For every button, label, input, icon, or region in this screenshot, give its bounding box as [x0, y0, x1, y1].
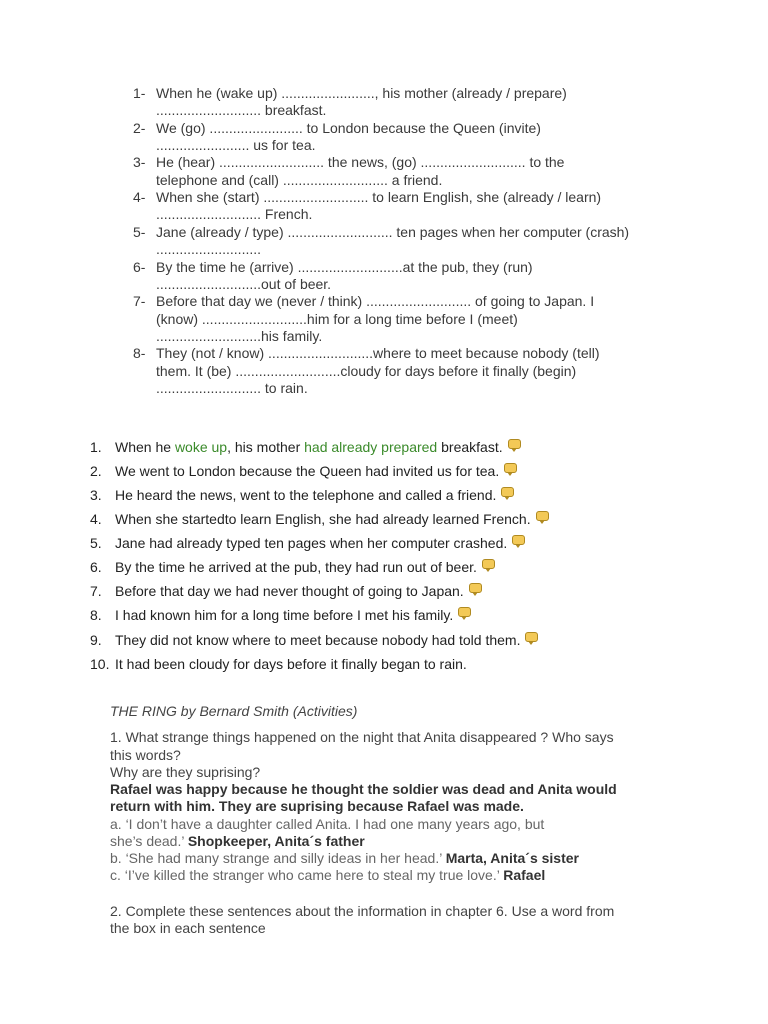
comment-icon[interactable] [482, 559, 495, 569]
answer-number: 1. [90, 439, 102, 455]
answer-text: When he [115, 439, 175, 455]
answer-text: I had known him for a long time before I met his family. [115, 607, 454, 623]
answer-text: It had been cloudy for days before it finally began to rain. [115, 656, 467, 672]
quote-line [110, 867, 545, 883]
exercise-line: ...........................out of beer. [156, 276, 332, 292]
answer-number: 10. [90, 656, 110, 672]
quote-text: a. ‘I don’t have a daughter called Anita. I had one many years ago, but [110, 816, 545, 832]
answer-text: , his mother [227, 439, 305, 455]
answer-item [115, 632, 538, 648]
answer-text: Jane had already typed ten pages when her computer crashed. [115, 535, 508, 551]
answer-bold-text: return with him. They are suprising because Rafael was made. [110, 798, 524, 814]
exercise-number: 3- [133, 154, 146, 170]
speaker-name: Rafael [503, 867, 546, 883]
answer-text: He heard the news, went to the telephone and called a friend. [115, 487, 497, 503]
exercise-line: ........................... breakfast. [156, 102, 327, 118]
comment-icon[interactable] [501, 487, 514, 497]
answer-bold-text: Rafael was happy because he thought the soldier was dead and Anita would [110, 781, 617, 797]
answer-item [115, 487, 514, 503]
question-text: 2. Complete these sentences about the information in chapter 6. Use a word from [110, 903, 615, 919]
highlighted-text: had already prepared [304, 439, 438, 455]
answer-item [115, 511, 549, 527]
question-text: 1. What strange things happened on the night that Anita disappeared ? Who says [110, 729, 614, 745]
quote-text: b. ‘She had many strange and silly ideas in her head.’ [110, 850, 446, 866]
exercise-number: 8- [133, 345, 146, 361]
answer-item [115, 583, 482, 599]
answer-number: 4. [90, 511, 102, 527]
exercise-line: ........................... French. [156, 206, 313, 222]
question-text: Why are they suprising? [110, 764, 261, 780]
comment-icon[interactable] [458, 607, 471, 617]
answer-item [115, 607, 471, 623]
answer-number: 6. [90, 559, 102, 575]
comment-icon[interactable] [504, 463, 517, 473]
exercise-line: By the time he (arrive) ...........................at the pub, they (run) [156, 259, 533, 275]
answer-number: 7. [90, 583, 102, 599]
section-title: THE RING by Bernard Smith (Activities) [110, 703, 358, 719]
exercise-line: They (not / know) ...........................where to meet because nobody (tell) [156, 345, 600, 361]
answer-text: They did not know where to meet because nobody had told them. [115, 632, 521, 648]
comment-icon[interactable] [508, 439, 521, 449]
exercise-line: Before that day we (never / think) ........................... of going to Japan. I [156, 293, 595, 309]
answer-number: 3. [90, 487, 102, 503]
exercise-number: 4- [133, 189, 146, 205]
exercise-number: 6- [133, 259, 146, 275]
answer-text: When she startedto learn English, she had already learned French. [115, 511, 531, 527]
exercise-line: ........................... [156, 241, 262, 257]
exercise-number: 2- [133, 120, 146, 136]
quote-line [110, 833, 365, 849]
answer-item [115, 463, 517, 479]
comment-icon[interactable] [536, 511, 549, 521]
quote-text: c. ‘I’ve killed the stranger who came here to steal my true love.’ [110, 867, 504, 883]
answer-number: 9. [90, 632, 102, 648]
question-text: the box in each sentence [110, 920, 266, 936]
speaker-name: Shopkeeper, Anita´s father [187, 833, 365, 849]
answer-item [115, 535, 525, 551]
exercise-line: them. It (be) ...........................cloudy for days before it finally (begin) [156, 363, 577, 379]
exercise-line: ...........................his family. [156, 328, 323, 344]
exercise-line: (know) ...........................him for a long time before I (meet) [156, 311, 518, 327]
answer-item [115, 559, 495, 575]
comment-icon[interactable] [512, 535, 525, 545]
exercise-number: 1- [133, 85, 146, 101]
answer-item [115, 656, 467, 672]
exercise-line: telephone and (call) ........................... a friend. [156, 172, 443, 188]
exercise-number: 7- [133, 293, 146, 309]
exercise-line: Jane (already / type) ........................... ten pages when her computer (crash) [156, 224, 630, 240]
question-text: this words? [110, 747, 181, 763]
exercise-line: He (hear) ........................... the news, (go) ........................... to the [156, 154, 565, 170]
answer-number: 8. [90, 607, 102, 623]
quote-line [110, 850, 579, 866]
exercise-line: ........................... to rain. [156, 380, 308, 396]
quote-text: she’s dead.’ [110, 833, 188, 849]
answer-text: We went to London because the Queen had invited us for tea. [115, 463, 500, 479]
highlighted-text: woke up [174, 439, 228, 455]
answer-item [115, 439, 521, 455]
answer-text: Before that day we had never thought of going to Japan. [115, 583, 464, 599]
speaker-name: Marta, Anita´s sister [445, 850, 579, 866]
exercise-line: ........................ us for tea. [156, 137, 316, 153]
exercise-line: When she (start) ........................... to learn English, she (already / learn) [156, 189, 602, 205]
comment-icon[interactable] [525, 632, 538, 642]
answer-text: By the time he arrived at the pub, they had run out of beer. [115, 559, 477, 575]
comment-icon[interactable] [469, 583, 482, 593]
answer-number: 2. [90, 463, 102, 479]
exercise-line: When he (wake up) ........................, his mother (already / prepare) [156, 85, 567, 101]
answer-text: breakfast. [437, 439, 503, 455]
exercise-number: 5- [133, 224, 146, 240]
answer-number: 5. [90, 535, 102, 551]
exercise-line: We (go) ........................ to London because the Queen (invite) [156, 120, 541, 136]
